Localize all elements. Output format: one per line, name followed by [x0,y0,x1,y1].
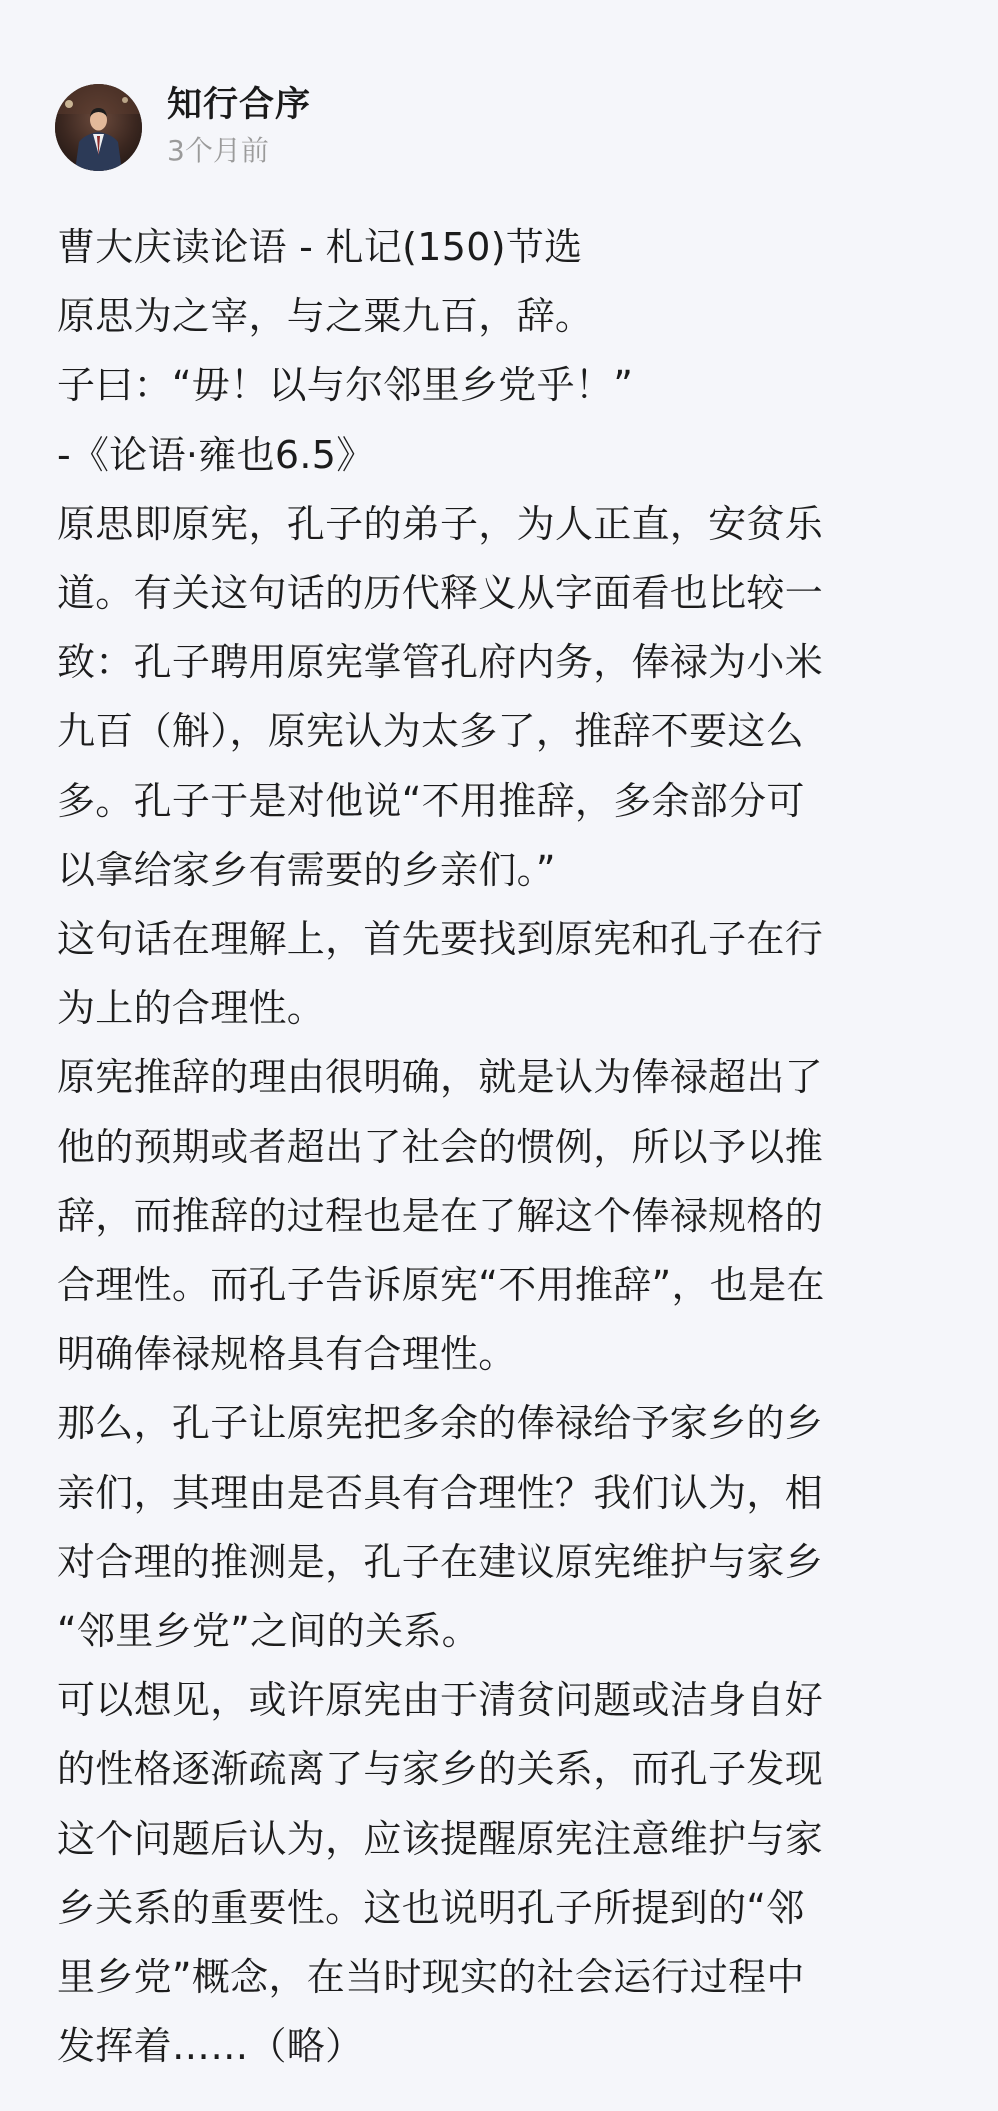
post-timestamp: 3个月前 [167,134,269,167]
post-text-line: 这个问题后认为，应该提醒原宪注意维护与家 [57,1816,824,1861]
post-text-line: “邻里乡党”之间的关系。 [57,1609,480,1654]
post-text-line: 的性格逐渐疏离了与家乡的关系，而孔子发现 [57,1747,824,1792]
post-header [55,83,311,171]
post-text-line: 亲们，其理由是否具有合理性？我们认为，相 [57,1470,824,1515]
post-text-line: -《论语·雍也6.5》 [57,432,375,477]
post-text-line: 为上的合理性。 [57,986,326,1031]
post-body [57,213,949,2081]
post-text-line: 对合理的推测是，孔子在建议原宪维护与家乡 [57,1539,824,1584]
post-text-line: 以拿给家乡有需要的乡亲们。” [57,847,556,892]
post-text-line: 曹大庆读论语 - 札记(150)节选 [57,225,583,269]
post-text-line: 明确俸禄规格具有合理性。 [57,1332,517,1377]
post-text-line: 这句话在理解上，首先要找到原宪和孔子在行 [57,917,824,962]
post-text-line: 九百（斛），原宪认为太多了，推辞不要这么 [57,709,805,754]
author-avatar[interactable] [55,84,142,171]
post-text-line: 道。有关这句话的历代释义从字面看也比较一 [57,571,824,616]
post-text-line: 辞，而推辞的过程也是在了解这个俸禄规格的 [57,1193,824,1238]
author-info [167,83,311,171]
post-text-line: 多。孔子于是对他说“不用推辞，多余部分可 [57,778,805,823]
post-text-line: 原思即原宪，孔子的弟子，为人正直，安贫乐 [57,501,824,546]
post-text-line: 乡关系的重要性。这也说明孔子所提到的“邻 [57,1885,805,1930]
post-text-line: 原宪推辞的理由很明确，就是认为俸禄超出了 [57,1055,824,1100]
post-text-line: 合理性。而孔子告诉原宪“不用推辞”，也是在 [57,1263,825,1308]
post-text-line: 致：孔子聘用原宪掌管孔府内务，俸禄为小米 [57,640,824,685]
post-text-line: 子曰：“毋！以与尔邻里乡党乎！” [57,363,634,408]
post-text-line: 可以想见，或许原宪由于清贫问题或洁身自好 [57,1678,824,1723]
post-text-line: 里乡党”概念，在当时现实的社会运行过程中 [57,1955,805,2000]
person-in-suit-avatar-icon [55,84,142,171]
post-text-line: 原思为之宰，与之粟九百，辞。 [57,294,594,339]
author-name[interactable]: 知行合序 [167,85,312,125]
post-text-line: 发挥着……（略） [57,2024,364,2069]
post-text-line: 他的预期或者超出了社会的惯例，所以予以推 [57,1124,824,1169]
post-text-line: 那么，孔子让原宪把多余的俸禄给予家乡的乡 [57,1401,824,1446]
